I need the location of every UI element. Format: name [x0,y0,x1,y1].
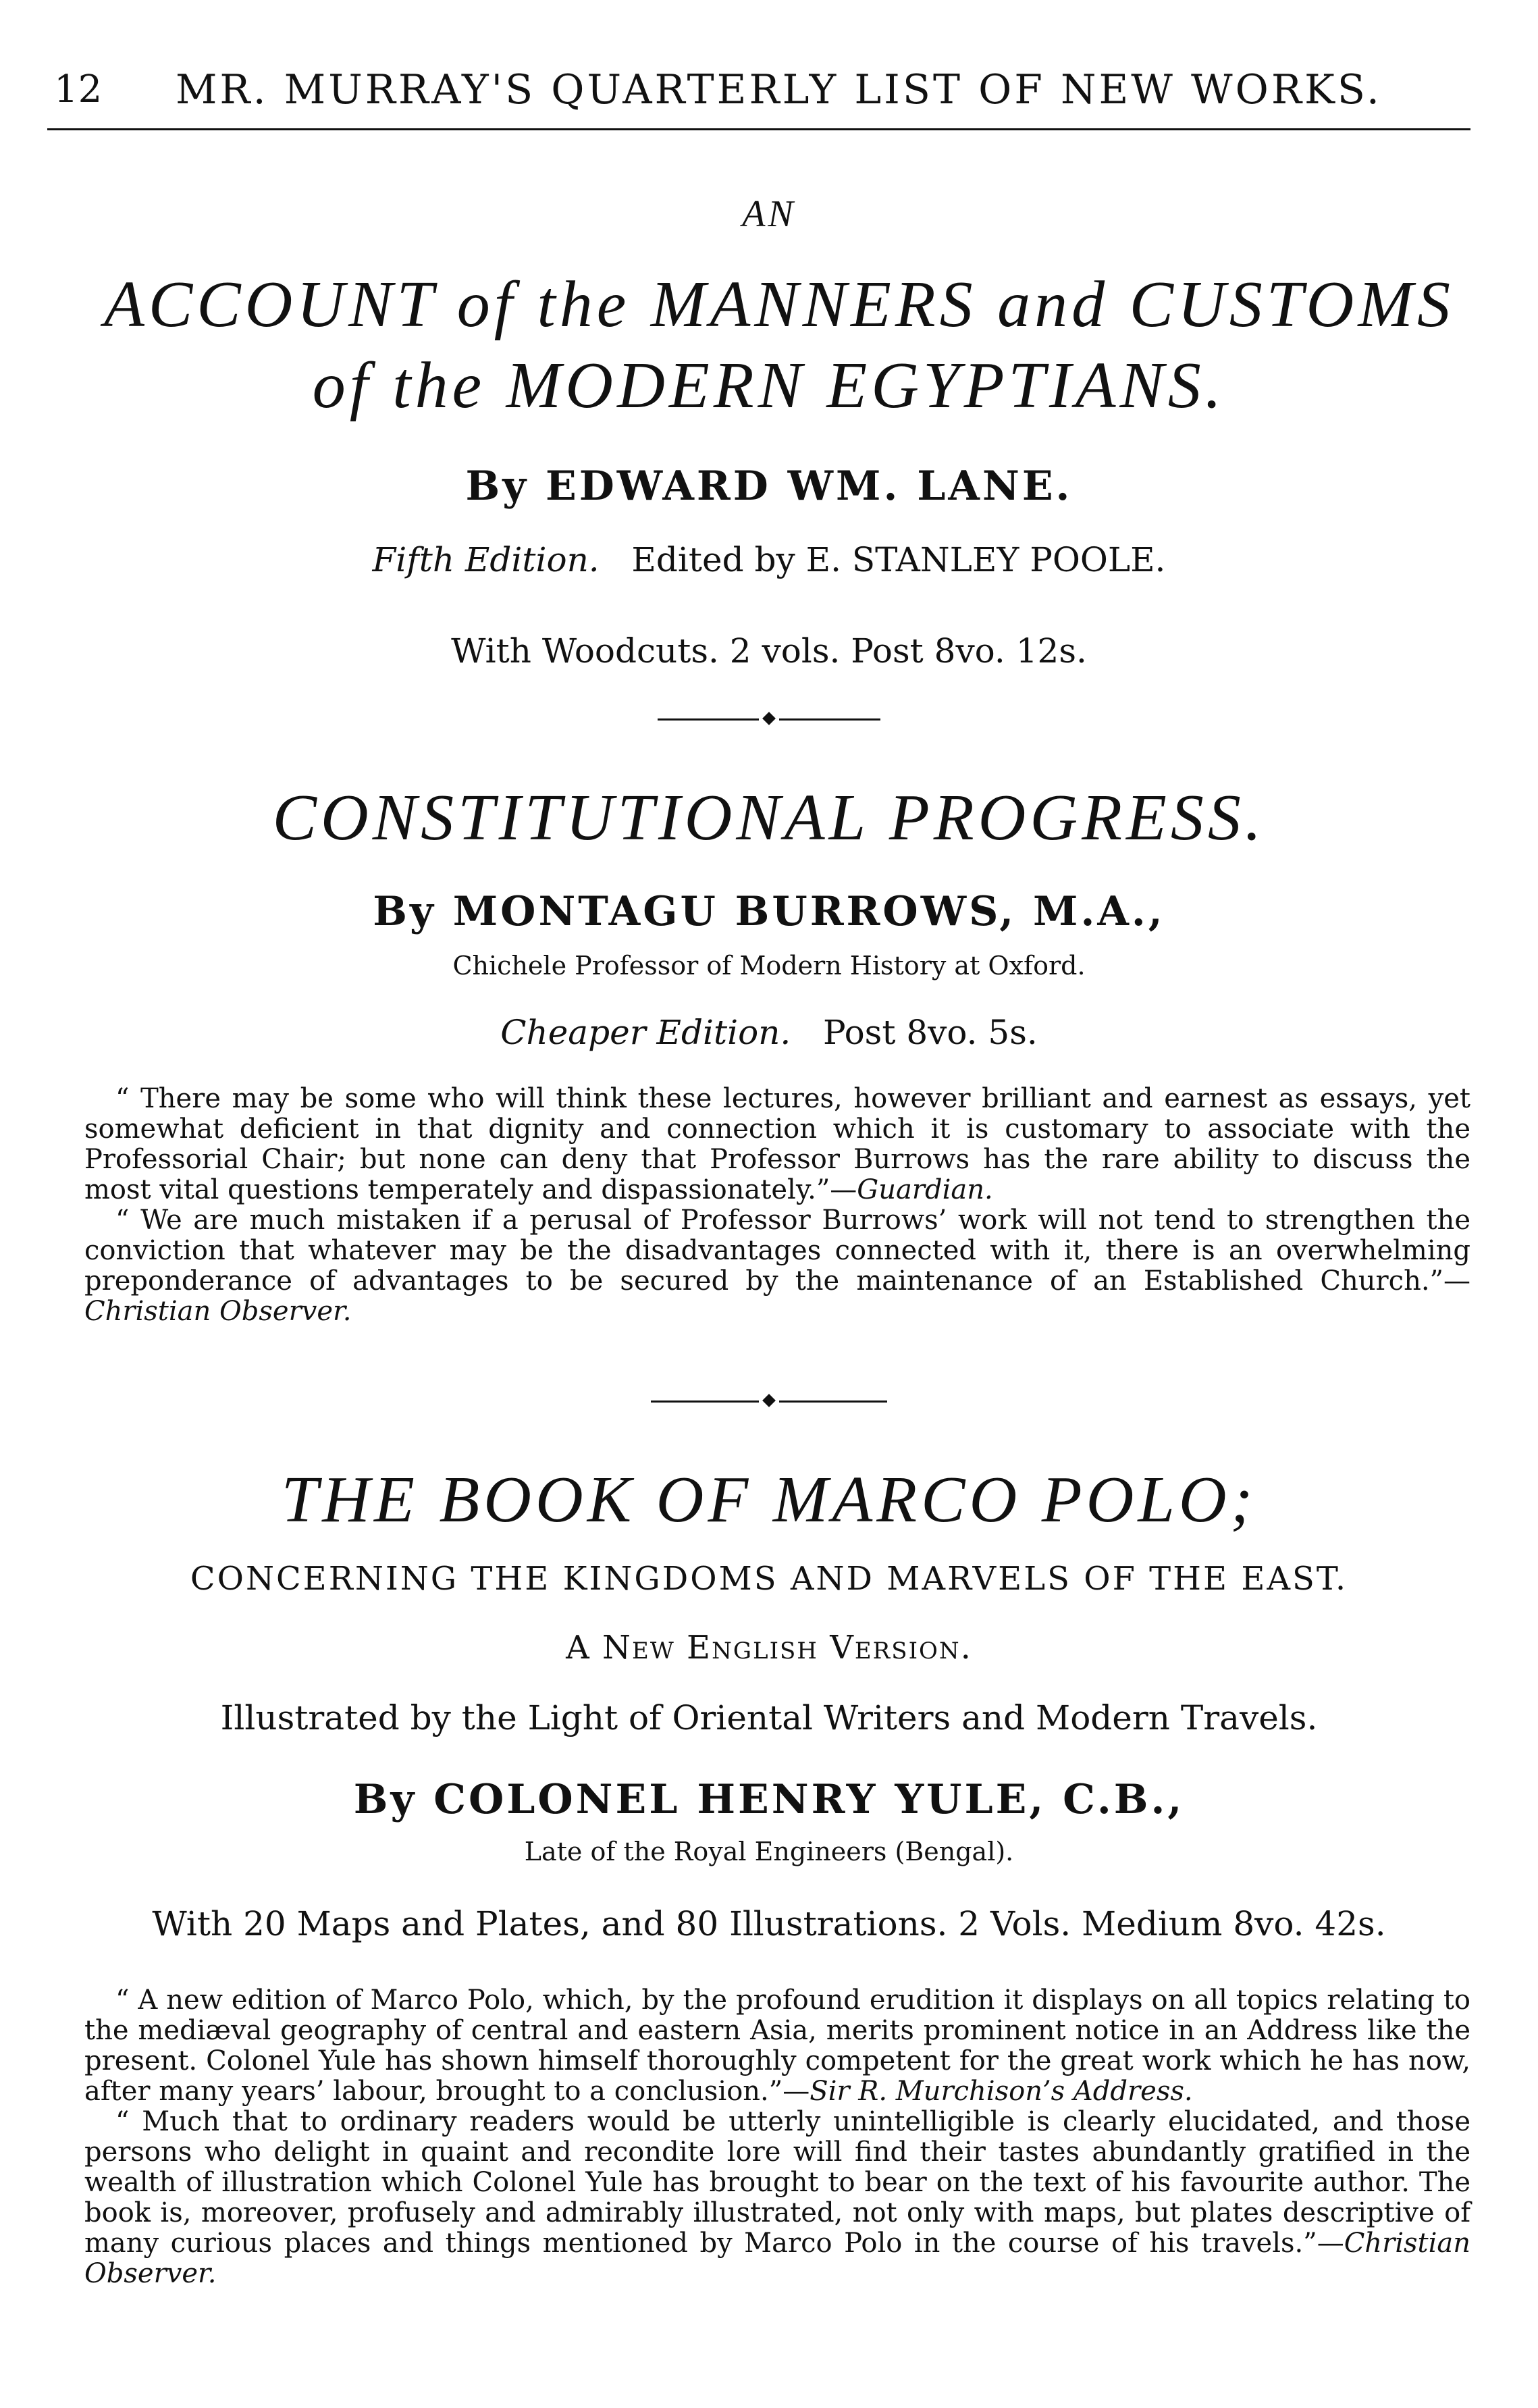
book3-byline: By COLONEL HENRY YULE, C.B., [353,1776,1185,1823]
review-source: Guardian. [857,1174,993,1205]
book2-position: Chichele Professor of Modern History at Oxford. [452,951,1086,980]
book3-reviews [84,1985,1470,2289]
book2-byline: By MONTAGU BURROWS, M.A., [373,888,1165,935]
book2-details: Post 8vo. 5s. [822,1013,1038,1052]
book1-title-line1: ACCOUNT of the MANNERS and CUSTOMS [104,268,1454,341]
review: “ There may be some who will think these lectures, however brilliant and earnest as essays, yet somewhat deficient in that dignity and connection which it is customary to associate with the Professorial Chair; but none can deny that Professor Burrows has the rare ability to discuss the most vital questions temperately and dispassionately.”—Guardian. [84,1083,1470,1205]
review: “ Much that to ordinary readers would be utterly unintelligible is clearly elucidated, and those persons who delight in quaint and recondite lore will find their tastes abundantly gratified in the wealth of illustration which Colonel Yule has brought to bear on the text of his favourite author. The book is, moreover, profusely and admirably illustrated, not only with maps, but plates descriptive of many curious places and things mentioned by Marco Polo in the course of his travels.”—Christian Observer. [84,2106,1470,2289]
book1-title-line2: of the MODERN EGYPTIANS. [312,349,1226,422]
book1-details: With Woodcuts. 2 vols. Post 8vo. 12s. [451,631,1087,671]
running-head [47,61,1470,122]
review-source: Christian Observer. [84,1296,352,1327]
review-source: Christian Observer. [84,2228,1470,2289]
book3-version: A New English Version. [566,1629,972,1667]
book3-subtitle: CONCERNING THE KINGDOMS AND MARVELS OF THE EAST. [190,1560,1348,1598]
running-title: MR. MURRAY'S QUARTERLY LIST OF NEW WORKS. [176,66,1382,113]
book1-edition-line [68,540,1470,579]
header-rule [47,128,1470,130]
book2-reviews [84,1084,1470,1327]
book2-edition-line [68,1013,1470,1052]
book2-title: CONSTITUTIONAL PROGRESS. [272,781,1266,854]
review: “ We are much mistaken if a perusal of Professor Burrows’ work will not tend to strengthen the conviction that whatever may be the disadvantages connected with it, there is an overwhelming preponderance of advantages to be secured by the maintenance of an Established Church.”—Christian Observer. [84,1205,1470,1327]
review: “ A new edition of Marco Polo, which, by the profound erudition it displays on all topics relating to the mediæval geography of central and eastern Asia, merits prominent notice in an Address like the present. Colonel Yule has shown himself thoroughly competent for the great work which he has now, after many years’ labour, brought to a conclusion.”—Sir R. Murchison’s Address. [84,1985,1470,2107]
book1-editor: Edited by E. STANLEY POOLE. [631,540,1166,579]
book1-pre-title: AN [742,193,796,235]
book3-details: With 20 Maps and Plates, and 80 Illustrations. 2 Vols. Medium 8vo. 42s. [152,1904,1386,1943]
review-source: Sir R. Murchison’s Address. [810,2076,1193,2107]
book3-title: THE BOOK OF MARCO POLO; [281,1463,1257,1536]
book1-edition: Fifth Edition. [372,540,600,579]
page-number: 12 [54,68,103,111]
book3-illustrated: Illustrated by the Light of Oriental Writers and Modern Travels. [220,1698,1318,1737]
book1-byline: By EDWARD WM. LANE. [465,463,1073,510]
book3-position: Late of the Royal Engineers (Bengal). [524,1837,1014,1866]
book2-edition: Cheaper Edition. [500,1013,791,1052]
